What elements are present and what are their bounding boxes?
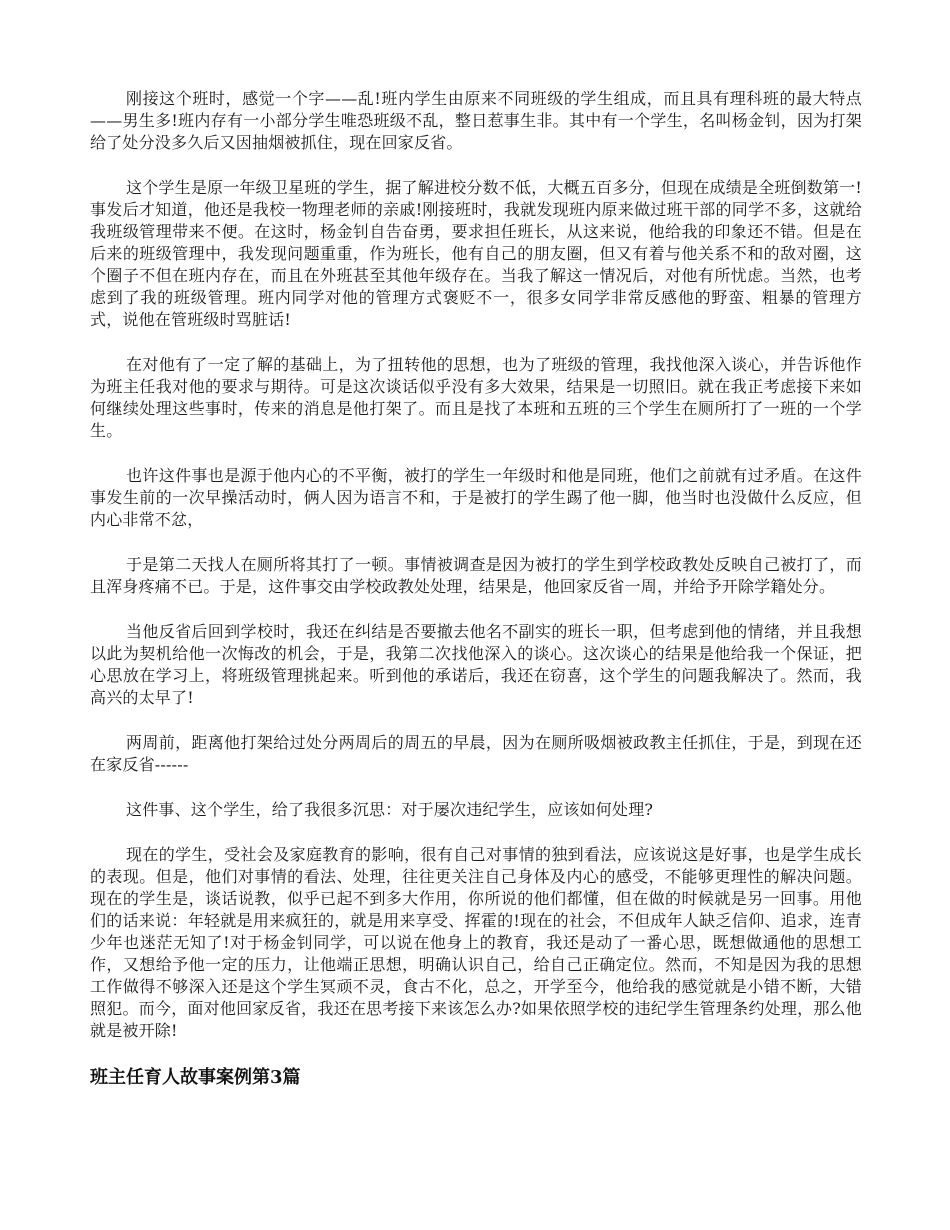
paragraph: 当他反省后回到学校时，我还在纠结是否要撤去他名不副实的班长一职，但考虑到他的情绪，并且我想以此为契机给他一次悔改的机会，于是，我第二次找他深入的谈心。这次谈心的结果是他给我一个保证，把心思放在学习上，将班级管理挑起来。听到他的承诺后，我还在窃喜，这个学生的问题我解决了。然而，我高兴的太早了! [90,622,862,707]
paragraph: 这个学生是原一年级卫星班的学生，据了解进校分数不低，大概五百多分，但现在成绩是全班倒数第一!事发后才知道，他还是我校一物理老师的亲戚!刚接班时，我就发现班内原来做过班干部的同学不多，这就给我班级管理带来不便。在这时，杨金钊自告奋勇，要求担任班长，从这来说，他给我的印象还不错。但是在后来的班级管理中，我发现问题重重，作为班长，他有自己的朋友圈，但又有着与他关系不和的敌对圈，这个圈子不但在班内存在，而且在外班甚至其他年级存在。当我了解这一情况后，对他有所忧虑。当然，也考虑到了我的班级管理。班内同学对他的管理方式褒贬不一，很多女同学非常反感他的野蛮、粗暴的管理方式，说他在管班级时骂脏话! [90,178,862,329]
paragraph: 在对他有了一定了解的基础上，为了扭转他的思想，也为了班级的管理，我找他深入谈心，并告诉他作为班主任我对他的要求与期待。可是这次谈话似乎没有多大效果，结果是一切照旧。就在我正考虑接下来如何继续处理这些事时，传来的消息是他打架了。而且是找了本班和五班的三个学生在厕所打了一班的一个学生。 [90,355,862,440]
section-heading: 班主任育人故事案例第3篇 [90,1067,301,1088]
paragraph: 刚接这个班时，感觉一个字——乱!班内学生由原来不同班级的学生组成，而且具有理科班的最大特点——男生多!班内存有一小部分学生唯恐班级不乱，整日惹事生非。其中有一个学生，名叫杨金钊，因为打架给了处分没多久后又因抽烟被抓住，现在回家反省。 [90,89,862,152]
paragraph: 两周前，距离他打架给过处分两周后的周五的早晨，因为在厕所吸烟被政教主任抓住，于是，到现在还在家反省------ [90,733,862,774]
document-body [90,88,862,1091]
paragraph: 这件事、这个学生，给了我很多沉思：对于屡次违纪学生，应该如何处理? [126,800,654,819]
paragraph: 现在的学生，受社会及家庭教育的影响，很有自己对事情的独到看法，应该说这是好事，也是学生成长的表现。但是，他们对事情的看法、处理，往往更关注自己身体及内心的感受，不能够更理性的解决问题。现在的学生是，谈话说教，似乎已起不到多大作用，你所说的他们都懂，但在做的时候就是另一回事。用他们的话来说：年轻就是用来疯狂的，就是用来享受、挥霍的!现在的社会，不但成年人缺乏信仰、追求，连青少年也迷茫无知了!对于杨金钊同学，可以说在他身上的教育，我还是动了一番心思，既想做通他的思想工作，又想给予他一定的压力，让他端正思想，明确认识自己，给自己正确定位。然而，不知是因为我的思想工作做得不够深入还是这个学生冥顽不灵，食古不化，总之，开学至今，他给我的感觉就是小错不断，大错照犯。而今，面对他回家反省，我还在思考接下来该怎么办?如果依照学校的违纪学生管理条约处理，那么他就是被开除! [90,845,862,1040]
paragraph: 也许这件事也是源于他内心的不平衡，被打的学生一年级时和他是同班，他们之前就有过矛盾。在这件事发生前的一次早操活动时，俩人因为语言不和，于是被打的学生踢了他一脚，他当时也没做什么反应，但内心非常不忿， [90,466,862,529]
paragraph: 于是第二天找人在厕所将其打了一顿。事情被调查是因为被打的学生到学校政教处反映自己被打了，而且浑身疼痛不已。于是，这件事交由学校政教处处理，结果是，他回家反省一周，并给予开除学籍处分。 [90,555,862,596]
